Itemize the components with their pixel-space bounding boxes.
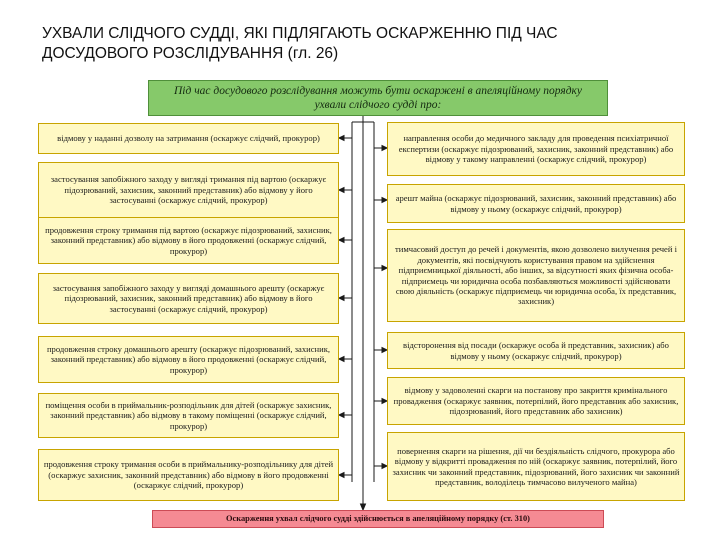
left-item-5 [38,336,339,383]
right-item-5-text: відмову у задоволенні скарги на постанову про закриття кримінального провадження (оскаржує заявник, потерпілий, його представник або захисник, підозрюваний, його представник або захисник) [393,385,679,417]
header-box [148,80,608,116]
left-item-1-text: відмову у наданні дозволу на затримання (оскаржує слідчий, прокурор) [57,133,320,144]
right-item-2 [387,184,685,223]
left-item-6 [38,393,339,438]
left-item-3-text: продовження строку тримання під вартою (оскаржує підозрюваний, захисник, законний представник) або відмову в його продовженні (оскаржує слідчий, прокурор) [45,224,332,256]
right-item-1-text: направлення особи до медичного закладу для проведення психіатричної експертизи (оскаржує підозрюваний, захисник, законний представник) або відмову у такому направленні (оскаржує слідчий, прокурор) [398,133,674,165]
footer-box [152,510,604,528]
right-item-4-text: відсторонення від посади (оскаржує особа й представник, захисник) або відмову у ньому (оскаржує слідчий, прокурор) [403,340,669,361]
right-item-4 [387,332,685,369]
right-item-3 [387,229,685,322]
title-line-2: ДОСУДОВОГО РОЗСЛІДУВАННЯ [42,45,284,62]
left-item-4 [38,273,339,324]
left-item-3 [38,217,339,264]
left-item-6-text: поміщення особи в приймальник-розподільник для дітей (оскаржує захисник, законний представник) або відмову в такому поміщенні (оскаржує слідчий, прокурор) [45,399,332,431]
left-item-7-text: продовження строку тримання особи в приймальнику-розподільнику для дітей (оскаржує захисник, законний представник) або відмову в його продовженні (оскаржує слідчий, прокурор) [43,459,334,491]
left-item-2 [38,162,339,218]
footer-box-text: Оскарження ухвал слідчого судді здійснюється в апеляційному порядку (ст. 310) [226,513,530,523]
right-item-3-text: тимчасовий доступ до речей і документів, якою дозволено вилучення речей і документів, які посвідчують користування правом на здійснення підприємницької діяльності, або інших, за відсутності яких фізична особа-підприємець чи юридична особа позбавляються можливості здійснювати свою діяльність (оскаржує підприємець чи юридична особа, їх представник, захисник) [394,244,677,307]
left-item-7 [38,449,339,501]
right-item-6 [387,432,685,501]
title-line-1: УХВАЛИ СЛІДЧОГО СУДДІ, ЯКІ ПІДЛЯГАЮТЬ ОСКАРЖЕННЮ ПІД ЧАС [42,25,558,42]
left-item-1 [38,123,339,154]
right-item-1 [387,122,685,176]
title-chapter-ref: (гл. 26) [283,45,339,62]
left-item-4-text: застосування запобіжного заходу у вигляді домашнього арешту (оскаржує підозрюваний, захисник, законний представник) або відмову в його застосуванні (оскаржує слідчий, прокурор) [52,282,325,314]
right-item-6-text: повернення скарги на рішення, дії чи бездіяльність слідчого, прокурора або відмову у відкритті провадження по ній (оскаржує заявник, потерпілий, його захисник чи законний представник, підозрюваний, його захисник чи законний представник, володілець тимчасово вилученого майна) [392,445,680,487]
header-box-text: Під час досудового розслідування можуть бути оскаржені в апеляційному порядку ухвали слідчого судді про: [174,85,582,111]
right-item-5 [387,377,685,425]
right-item-2-text: арешт майна (оскаржує підозрюваний, захисник, законний представник) або відмову у ньому (оскаржує слідчий, прокурор) [395,193,677,214]
left-item-5-text: продовження строку домашнього арешту (оскаржує підозрюваний, захисник, законний представник) або відмову в його продовженні (оскаржує слідчий, прокурор) [46,343,331,375]
left-item-2-text: застосування запобіжного заходу у вигляді тримання під вартою (оскаржує підозрюваний, захисник, законний представник) або відмову у його застосуванні (оскаржує слідчий, прокурор) [50,174,327,206]
